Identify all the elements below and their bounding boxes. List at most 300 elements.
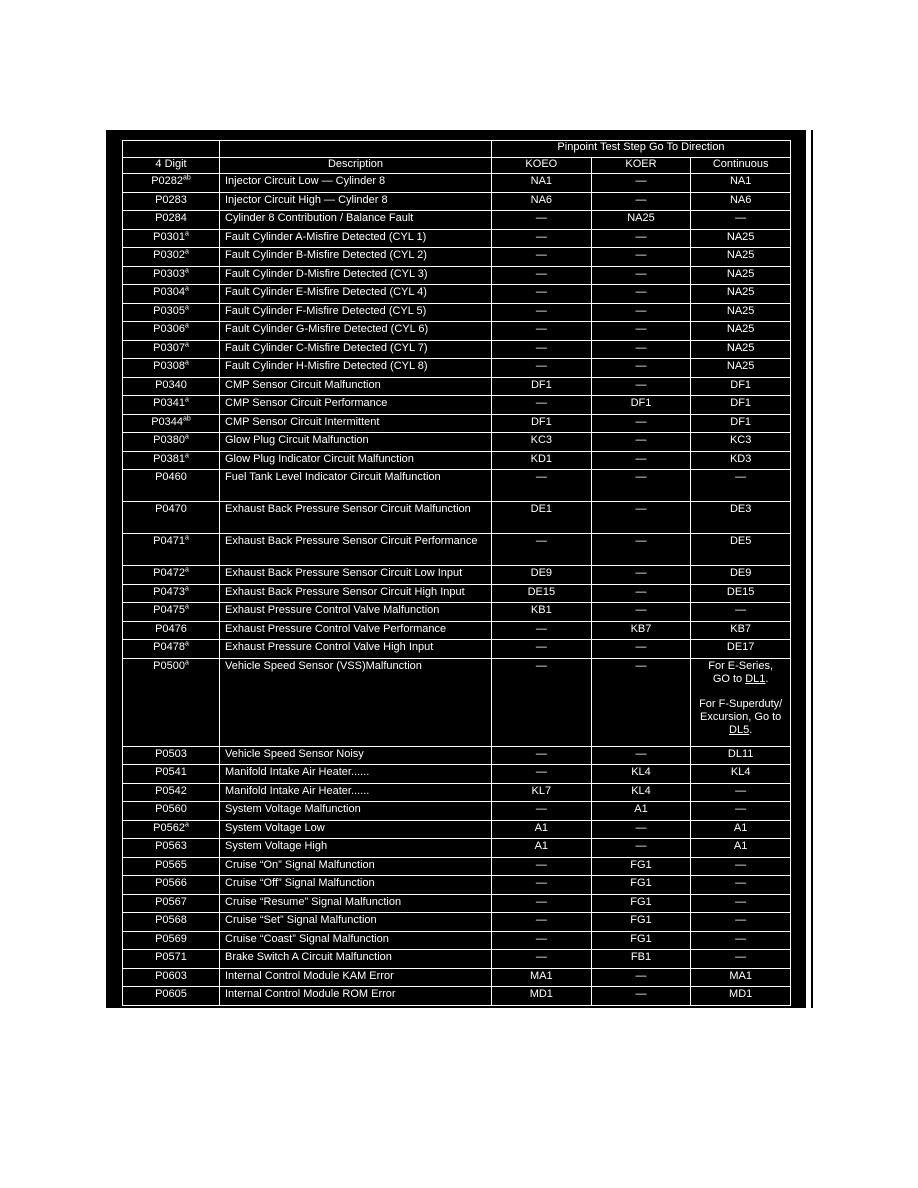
dtc-code: P0567 <box>155 895 187 908</box>
table-row-vss <box>123 658 791 746</box>
dtc-code: P0340 <box>155 378 187 391</box>
dtc-code-cell <box>123 783 220 802</box>
table-row <box>123 857 791 876</box>
continuous-cell: DE17 <box>691 640 791 659</box>
dtc-code: P0478 <box>153 641 185 653</box>
koeo-cell: KD1 <box>492 451 592 470</box>
description-cell: Manifold Intake Air Heater...... <box>220 783 492 802</box>
koer-cell: — <box>591 746 691 765</box>
description-cell: Exhaust Pressure Control Valve High Input <box>220 640 492 659</box>
dtc-code: P0473 <box>153 585 185 598</box>
dtc-code-cell <box>123 211 220 230</box>
dtc-footnote: a <box>184 451 189 459</box>
continuous-cell: — <box>691 876 791 895</box>
description-cell: Fault Cylinder E-Misfire Detected (CYL 4) <box>220 285 492 304</box>
dtc-code-cell <box>123 433 220 452</box>
koer-cell: — <box>591 584 691 603</box>
continuous-cell: NA1 <box>691 174 791 193</box>
table-row <box>123 359 791 378</box>
dtc-code: P0476 <box>155 622 187 635</box>
koer-cell: — <box>591 640 691 659</box>
table-row <box>123 211 791 230</box>
koer-cell: — <box>591 658 691 746</box>
koer-cell: — <box>591 820 691 839</box>
table-row <box>123 377 791 396</box>
koeo-cell: — <box>492 303 592 322</box>
dtc-code-cell <box>123 396 220 415</box>
continuous-cell: — <box>691 783 791 802</box>
dtc-code-cell <box>123 820 220 839</box>
description-cell: Internal Control Module ROM Error <box>220 987 492 1006</box>
dtc-table <box>122 140 791 1006</box>
continuous-cell: NA25 <box>691 266 791 285</box>
koer-cell: — <box>591 451 691 470</box>
koer-cell: — <box>591 414 691 433</box>
dtc-code: P0306 <box>153 323 185 335</box>
koer-cell: KB7 <box>591 621 691 640</box>
continuous-cell: KD3 <box>691 451 791 470</box>
continuous-cell: — <box>691 211 791 230</box>
header-spacer-desc <box>220 141 492 158</box>
continuous-cell: A1 <box>691 839 791 858</box>
header-code: 4 Digit <box>123 158 220 174</box>
table-row <box>123 174 791 193</box>
description-cell: Fault Cylinder A-Misfire Detected (CYL 1) <box>220 229 492 248</box>
koeo-cell: DE15 <box>492 584 592 603</box>
koeo-cell: DE9 <box>492 566 592 585</box>
koer-cell: A1 <box>591 802 691 821</box>
koer-cell: — <box>591 359 691 378</box>
continuous-cell: MD1 <box>691 987 791 1006</box>
table-row <box>123 340 791 359</box>
dtc-footnote: a <box>184 340 189 348</box>
koer-cell: NA25 <box>591 211 691 230</box>
koeo-cell: — <box>492 621 592 640</box>
header-description: Description <box>220 158 492 174</box>
continuous-cell: DF1 <box>691 377 791 396</box>
continuous-cell: — <box>691 470 791 502</box>
description-cell: Exhaust Back Pressure Sensor Circuit Low Input <box>220 566 492 585</box>
table-row <box>123 839 791 858</box>
koer-cell: — <box>591 470 691 502</box>
continuous-cell: DE3 <box>691 502 791 534</box>
description-cell: Glow Plug Circuit Malfunction <box>220 433 492 452</box>
koeo-cell: MA1 <box>492 968 592 987</box>
dtc-code-cell <box>123 470 220 502</box>
description-cell: System Voltage High <box>220 839 492 858</box>
description-cell: Vehicle Speed Sensor (VSS)Malfunction <box>220 658 492 746</box>
dl5-link[interactable]: DL5 <box>729 723 750 736</box>
dtc-code-cell <box>123 640 220 659</box>
dtc-code-cell <box>123 765 220 784</box>
group-header: Pinpoint Test Step Go To Direction <box>492 141 791 158</box>
dtc-code-cell <box>123 285 220 304</box>
dtc-code: P0380 <box>153 434 185 446</box>
dtc-code-cell <box>123 658 220 746</box>
dtc-code-cell <box>123 377 220 396</box>
koeo-cell: — <box>492 266 592 285</box>
koer-cell: — <box>591 303 691 322</box>
table-row <box>123 950 791 969</box>
koer-cell: FG1 <box>591 876 691 895</box>
dtc-footnote: a <box>184 640 189 648</box>
dtc-code: P0341 <box>153 397 185 409</box>
description-cell: Fault Cylinder H-Misfire Detected (CYL 8) <box>220 359 492 378</box>
koer-cell: — <box>591 987 691 1006</box>
description-cell: Fuel Tank Level Indicator Circuit Malfunction <box>220 470 492 502</box>
koeo-cell: — <box>492 248 592 267</box>
dtc-code: P0565 <box>155 858 187 871</box>
dtc-code: P0568 <box>155 914 187 926</box>
continuous-cell: A1 <box>691 820 791 839</box>
table-row <box>123 783 791 802</box>
koeo-cell: — <box>492 396 592 415</box>
table-row <box>123 765 791 784</box>
dtc-code: P0460 <box>155 471 187 483</box>
dtc-footnote: a <box>184 266 189 274</box>
dtc-footnote: a <box>184 396 189 404</box>
continuous-cell: NA25 <box>691 340 791 359</box>
dtc-code-cell <box>123 174 220 193</box>
continuous-cell: — <box>691 802 791 821</box>
description-cell: Fault Cylinder D-Misfire Detected (CYL 3) <box>220 266 492 285</box>
koeo-cell: DE1 <box>492 502 592 534</box>
dtc-code-cell <box>123 303 220 322</box>
vss-note-line3: For F-Superduty/ <box>699 697 783 710</box>
continuous-cell: DE5 <box>691 534 791 566</box>
dtc-footnote: a <box>184 359 189 367</box>
table-row <box>123 433 791 452</box>
dtc-code-cell <box>123 950 220 969</box>
table-row <box>123 913 791 932</box>
description-cell: Cylinder 8 Contribution / Balance Fault <box>220 211 492 230</box>
continuous-cell: NA25 <box>691 285 791 304</box>
dtc-code: P0541 <box>155 766 187 778</box>
continuous-cell: KB7 <box>691 621 791 640</box>
koer-cell: — <box>591 603 691 622</box>
dtc-code: P0475 <box>153 604 185 616</box>
koeo-cell: — <box>492 229 592 248</box>
description-cell: Exhaust Back Pressure Sensor Circuit Performance <box>220 534 492 566</box>
dtc-code-cell <box>123 621 220 640</box>
continuous-cell: — <box>691 603 791 622</box>
description-cell: Exhaust Back Pressure Sensor Circuit High Input <box>220 584 492 603</box>
koer-cell: — <box>591 502 691 534</box>
koer-cell: FG1 <box>591 913 691 932</box>
koeo-cell: — <box>492 658 592 746</box>
koer-cell: — <box>591 534 691 566</box>
description-cell: Fault Cylinder B-Misfire Detected (CYL 2) <box>220 248 492 267</box>
koer-cell: FG1 <box>591 857 691 876</box>
dtc-code: P0571 <box>155 951 187 963</box>
table-row <box>123 229 791 248</box>
koer-cell: DF1 <box>591 396 691 415</box>
continuous-cell: — <box>691 894 791 913</box>
description-cell: Cruise “Off” Signal Malfunction <box>220 876 492 895</box>
dtc-code: P0302 <box>153 249 185 261</box>
continuous-cell: NA25 <box>691 303 791 322</box>
dtc-code-cell <box>123 451 220 470</box>
dtc-code: P0282 <box>151 175 183 187</box>
koeo-cell: DF1 <box>492 377 592 396</box>
description-cell: Fault Cylinder C-Misfire Detected (CYL 7) <box>220 340 492 359</box>
table-row <box>123 894 791 913</box>
table-row <box>123 396 791 415</box>
table-row <box>123 584 791 603</box>
koer-cell: FG1 <box>591 894 691 913</box>
dtc-code: P0304 <box>153 286 185 298</box>
dtc-code: P0566 <box>155 877 187 889</box>
dtc-code-cell <box>123 359 220 378</box>
continuous-cell: NA25 <box>691 229 791 248</box>
dtc-code-cell <box>123 566 220 585</box>
dtc-code-cell <box>123 534 220 566</box>
description-cell: Cruise “Set” Signal Malfunction <box>220 913 492 932</box>
table-row <box>123 621 791 640</box>
column-header-row <box>123 158 791 174</box>
description-cell: Internal Control Module KAM Error <box>220 968 492 987</box>
dtc-footnote: a <box>184 322 189 330</box>
continuous-cell: KL4 <box>691 765 791 784</box>
dtc-footnote: ab <box>183 174 191 182</box>
dtc-code-cell <box>123 248 220 267</box>
koeo-cell: — <box>492 359 592 378</box>
dtc-footnote: a <box>184 248 189 256</box>
koeo-cell: MD1 <box>492 987 592 1006</box>
table-row <box>123 603 791 622</box>
description-cell: Fault Cylinder F-Misfire Detected (CYL 5) <box>220 303 492 322</box>
table-row <box>123 640 791 659</box>
group-header-row <box>123 141 791 158</box>
koeo-cell: — <box>492 211 592 230</box>
header-continuous: Continuous <box>691 158 791 174</box>
header-koeo: KOEO <box>492 158 592 174</box>
koer-cell: — <box>591 322 691 341</box>
dtc-code: P0542 <box>155 784 187 797</box>
dtc-footnote: a <box>184 603 189 611</box>
dtc-code-cell <box>123 913 220 932</box>
table-row <box>123 802 791 821</box>
table-row <box>123 322 791 341</box>
table-row <box>123 820 791 839</box>
dtc-code-cell <box>123 857 220 876</box>
continuous-cell: NA25 <box>691 322 791 341</box>
dtc-code-cell <box>123 894 220 913</box>
koeo-cell: — <box>492 802 592 821</box>
dtc-code-cell <box>123 931 220 950</box>
continuous-cell: DE15 <box>691 584 791 603</box>
description-cell: Glow Plug Indicator Circuit Malfunction <box>220 451 492 470</box>
koer-cell: KL4 <box>591 783 691 802</box>
table-row <box>123 266 791 285</box>
dtc-code: P0308 <box>153 360 185 372</box>
dtc-code: P0569 <box>155 932 187 945</box>
koeo-cell: — <box>492 876 592 895</box>
koer-cell: — <box>591 377 691 396</box>
koer-cell: FG1 <box>591 931 691 950</box>
koeo-cell: NA1 <box>492 174 592 193</box>
koeo-cell: — <box>492 950 592 969</box>
description-cell: Vehicle Speed Sensor Noisy <box>220 746 492 765</box>
koer-cell: — <box>591 229 691 248</box>
dtc-code: P0500 <box>153 659 185 672</box>
koeo-cell: NA6 <box>492 192 592 211</box>
description-cell: Injector Circuit High — Cylinder 8 <box>220 192 492 211</box>
koeo-cell: — <box>492 470 592 502</box>
continuous-cell: DE9 <box>691 566 791 585</box>
description-cell: Brake Switch A Circuit Malfunction <box>220 950 492 969</box>
dtc-code-cell <box>123 876 220 895</box>
koeo-cell: — <box>492 857 592 876</box>
koer-cell: — <box>591 839 691 858</box>
koeo-cell: KC3 <box>492 433 592 452</box>
continuous-cell: — <box>691 931 791 950</box>
continuous-cell: DL11 <box>691 746 791 765</box>
dtc-code: P0562 <box>153 821 185 834</box>
vss-note-line1: For E-Series, <box>708 659 774 672</box>
koer-cell: KL4 <box>591 765 691 784</box>
description-cell: System Voltage Low <box>220 820 492 839</box>
dtc-footnote: ab <box>183 414 191 422</box>
dtc-code: P0303 <box>153 267 185 280</box>
continuous-cell: — <box>691 857 791 876</box>
description-cell: System Voltage Malfunction <box>220 802 492 821</box>
dtc-code: P0563 <box>155 840 187 852</box>
continuous-cell: NA25 <box>691 359 791 378</box>
table-row <box>123 192 791 211</box>
dl1-link[interactable]: DL1 <box>745 672 766 685</box>
table-row <box>123 248 791 267</box>
koer-cell: — <box>591 433 691 452</box>
continuous-cell: KC3 <box>691 433 791 452</box>
vss-note-line2-pre: GO to <box>712 672 746 685</box>
table-row <box>123 876 791 895</box>
description-cell: CMP Sensor Circuit Intermittent <box>220 414 492 433</box>
continuous-cell: — <box>691 913 791 932</box>
vss-note-line2-post: . <box>765 672 769 685</box>
dtc-footnote: a <box>184 303 189 311</box>
dtc-code: P0470 <box>155 503 187 515</box>
koeo-cell: A1 <box>492 820 592 839</box>
table-row <box>123 931 791 950</box>
description-cell: CMP Sensor Circuit Performance <box>220 396 492 415</box>
dtc-code-cell <box>123 502 220 534</box>
koeo-cell: — <box>492 765 592 784</box>
description-cell: Cruise “Resume” Signal Malfunction <box>220 894 492 913</box>
koeo-cell: — <box>492 340 592 359</box>
header-koer: KOER <box>591 158 691 174</box>
continuous-cell: DF1 <box>691 414 791 433</box>
koeo-cell: — <box>492 913 592 932</box>
dtc-code: P0603 <box>155 969 187 982</box>
vss-note-line4: Excursion, Go to <box>699 710 782 723</box>
dtc-code-cell <box>123 322 220 341</box>
dtc-code-cell <box>123 839 220 858</box>
description-cell: Cruise “On” Signal Malfunction <box>220 857 492 876</box>
dtc-code-cell <box>123 802 220 821</box>
dtc-code-cell <box>123 192 220 211</box>
koeo-cell: — <box>492 746 592 765</box>
dtc-code-cell <box>123 266 220 285</box>
koer-cell: — <box>591 192 691 211</box>
dtc-code: P0503 <box>155 747 187 760</box>
continuous-cell: NA6 <box>691 192 791 211</box>
description-cell: Exhaust Pressure Control Valve Malfunction <box>220 603 492 622</box>
dtc-footnote: a <box>184 534 189 542</box>
table-row <box>123 285 791 304</box>
dtc-code-cell <box>123 746 220 765</box>
dtc-code: P0560 <box>155 803 187 815</box>
table-row <box>123 987 791 1006</box>
dtc-footnote: a <box>184 584 189 592</box>
description-cell: Fault Cylinder G-Misfire Detected (CYL 6) <box>220 322 492 341</box>
koer-cell: — <box>591 340 691 359</box>
koer-cell: — <box>591 968 691 987</box>
dtc-code: P0381 <box>153 452 185 465</box>
dtc-code-cell <box>123 968 220 987</box>
description-cell: Exhaust Back Pressure Sensor Circuit Malfunction <box>220 502 492 534</box>
header-spacer-code <box>123 141 220 158</box>
dtc-code-cell <box>123 584 220 603</box>
koer-cell: — <box>591 566 691 585</box>
koer-cell: — <box>591 285 691 304</box>
description-cell: Manifold Intake Air Heater...... <box>220 765 492 784</box>
description-cell: Cruise “Coast” Signal Malfunction <box>220 931 492 950</box>
description-cell: CMP Sensor Circuit Malfunction <box>220 377 492 396</box>
table-panel <box>106 130 806 1008</box>
dtc-footnote: a <box>184 433 189 441</box>
koeo-cell: KB1 <box>492 603 592 622</box>
koer-cell: FB1 <box>591 950 691 969</box>
dtc-code-cell <box>123 229 220 248</box>
dtc-code: P0305 <box>153 304 185 317</box>
continuous-cell <box>691 658 791 746</box>
dtc-code: P0605 <box>155 988 187 1000</box>
dtc-footnote: a <box>184 285 189 293</box>
dtc-code: P0307 <box>153 341 185 354</box>
koer-cell: — <box>591 248 691 267</box>
vss-note-line5-post: . <box>749 723 753 736</box>
table-row <box>123 968 791 987</box>
dtc-footnote: a <box>184 566 189 574</box>
koer-cell: — <box>591 174 691 193</box>
koeo-cell: — <box>492 894 592 913</box>
koeo-cell: — <box>492 640 592 659</box>
table-row <box>123 534 791 566</box>
dtc-footnote: a <box>184 658 189 666</box>
koeo-cell: — <box>492 322 592 341</box>
table-row <box>123 566 791 585</box>
dtc-code-cell <box>123 987 220 1006</box>
dtc-code-cell <box>123 340 220 359</box>
continuous-cell: DF1 <box>691 396 791 415</box>
koeo-cell: A1 <box>492 839 592 858</box>
dtc-code: P0472 <box>153 567 185 579</box>
dtc-code: P0284 <box>155 212 187 224</box>
description-cell: Exhaust Pressure Control Valve Performance <box>220 621 492 640</box>
dtc-code: P0471 <box>153 535 185 547</box>
dtc-code-cell <box>123 414 220 433</box>
koeo-cell: — <box>492 285 592 304</box>
description-cell: Injector Circuit Low — Cylinder 8 <box>220 174 492 193</box>
koeo-cell: — <box>492 931 592 950</box>
koeo-cell: — <box>492 534 592 566</box>
dtc-code: P0283 <box>155 193 187 206</box>
dtc-code: P0301 <box>153 230 185 243</box>
dtc-code: P0344 <box>151 415 183 428</box>
continuous-cell: NA25 <box>691 248 791 267</box>
continuous-cell: MA1 <box>691 968 791 987</box>
